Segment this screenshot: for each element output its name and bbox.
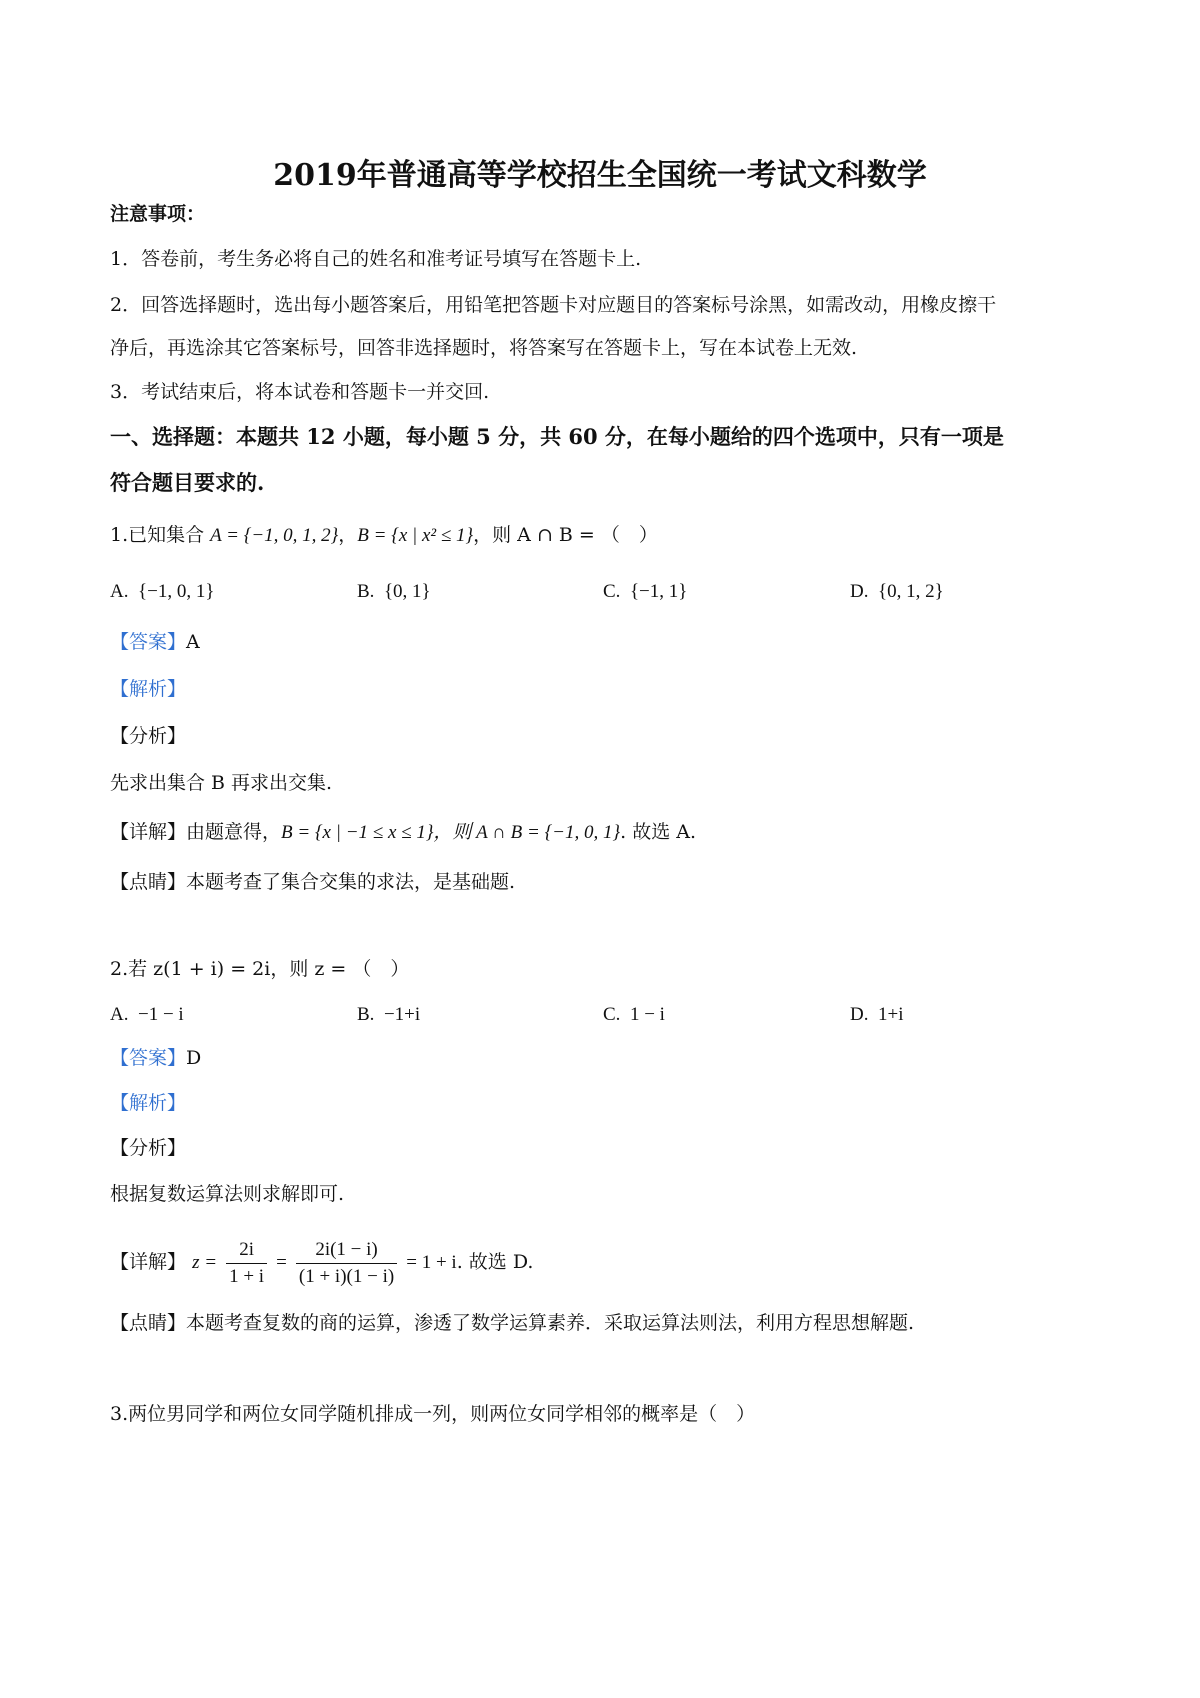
page-title: 2019年普通高等学校招生全国统一考试文科数学: [273, 158, 927, 193]
answer-tag: 【答案】: [110, 1047, 187, 1069]
notice-item-3: 3．考试结束后，将本试卷和答题卡一并交回.: [110, 381, 490, 403]
q1-option-b: B. {0, 1}: [357, 581, 431, 602]
q1-comment: 【点睛】本题考查了集合交集的求法，是基础题.: [110, 871, 516, 893]
fraction-1: $\frac{2i}{1 + i}$: [226, 1237, 267, 1290]
q2-option-d: D. 1+i: [850, 1004, 904, 1025]
q1-answer: [110, 628, 200, 656]
q2-fenxi-tag: 【分析】: [110, 1137, 187, 1159]
answer-value: D: [186, 1047, 202, 1069]
q2-option-a: A. −1 − i: [110, 1004, 184, 1025]
section-heading: 一、选择题：本题共 12 小题，每小题 5 分，共 60 分，在每小题给的四个选项中，只有一项是: [110, 424, 1004, 449]
question-1-stem: 1.已知集合 A = {−1, 0, 1, 2}，B = {x | x² ≤ 1}，则 A ∩ B = （ ）: [110, 524, 658, 546]
q1-set-b: B = {x | x² ≤ 1}: [357, 525, 474, 546]
q2-option-b: B. −1+i: [357, 1004, 421, 1025]
q1-analysis-tag: 【解析】: [110, 678, 187, 700]
section-heading-cont: 符合题目要求的.: [110, 470, 265, 495]
q2-answer: [110, 1044, 201, 1072]
q2-option-c: C. 1 − i: [603, 1004, 665, 1025]
notice-heading: 注意事项：: [110, 203, 206, 225]
q1-ask: ，则 A ∩ B = （ ）: [473, 524, 658, 546]
answer-value: A: [186, 631, 200, 653]
question-3-stem: 3.两位男同学和两位女同学随机排成一列，则两位女同学相邻的概率是（ ）: [110, 1403, 756, 1425]
q1-option-c: C. {−1, 1}: [603, 581, 688, 602]
q2-detail: 【详解】 z = $\frac{2i}{1 + i}$ = $\frac{2i(1 - i)}{(1 + i)(1 - i)}$ = 1 + i. 故选 D.: [110, 1232, 533, 1293]
q2-fenxi: 根据复数运算法则求解即可.: [110, 1183, 345, 1205]
fraction-2: $\frac{2i(1 - i)}{(1 + i)(1 - i)}$: [296, 1237, 397, 1290]
q1-fenxi-tag: 【分析】: [110, 725, 187, 747]
q1-fenxi: 先求出集合 B 再求出交集.: [110, 772, 333, 794]
q1-prefix: 1.已知集合: [110, 524, 211, 546]
q1-detail: 【详解】由题意得，B = {x | −1 ≤ x ≤ 1}，则 A ∩ B = {−1, 0, 1}. 故选 A.: [110, 821, 696, 843]
q1-option-a: A. {−1, 0, 1}: [110, 581, 215, 602]
question-2-stem: 2.若 z(1 + i) = 2i，则 z = （ ）: [110, 958, 410, 980]
q2-comment: 【点睛】本题考查复数的商的运算，渗透了数学运算素养．采取运算法则法，利用方程思想解题.: [110, 1312, 915, 1334]
notice-item-2: 2．回答选择题时，选出每小题答案后，用铅笔把答题卡对应题目的答案标号涂黑，如需改动，用橡皮擦干: [110, 294, 997, 316]
q1-set-a: A = {−1, 0, 1, 2}: [210, 525, 339, 546]
answer-tag: 【答案】: [110, 631, 187, 653]
q1-option-d: D. {0, 1, 2}: [850, 581, 944, 602]
notice-item-2-cont: 净后，再选涂其它答案标号，回答非选择题时，将答案写在答题卡上，写在本试卷上无效.: [110, 337, 858, 359]
q2-analysis-tag: 【解析】: [110, 1092, 187, 1114]
notice-item-1: 1．答卷前，考生务必将自己的姓名和准考证号填写在答题卡上.: [110, 248, 642, 270]
